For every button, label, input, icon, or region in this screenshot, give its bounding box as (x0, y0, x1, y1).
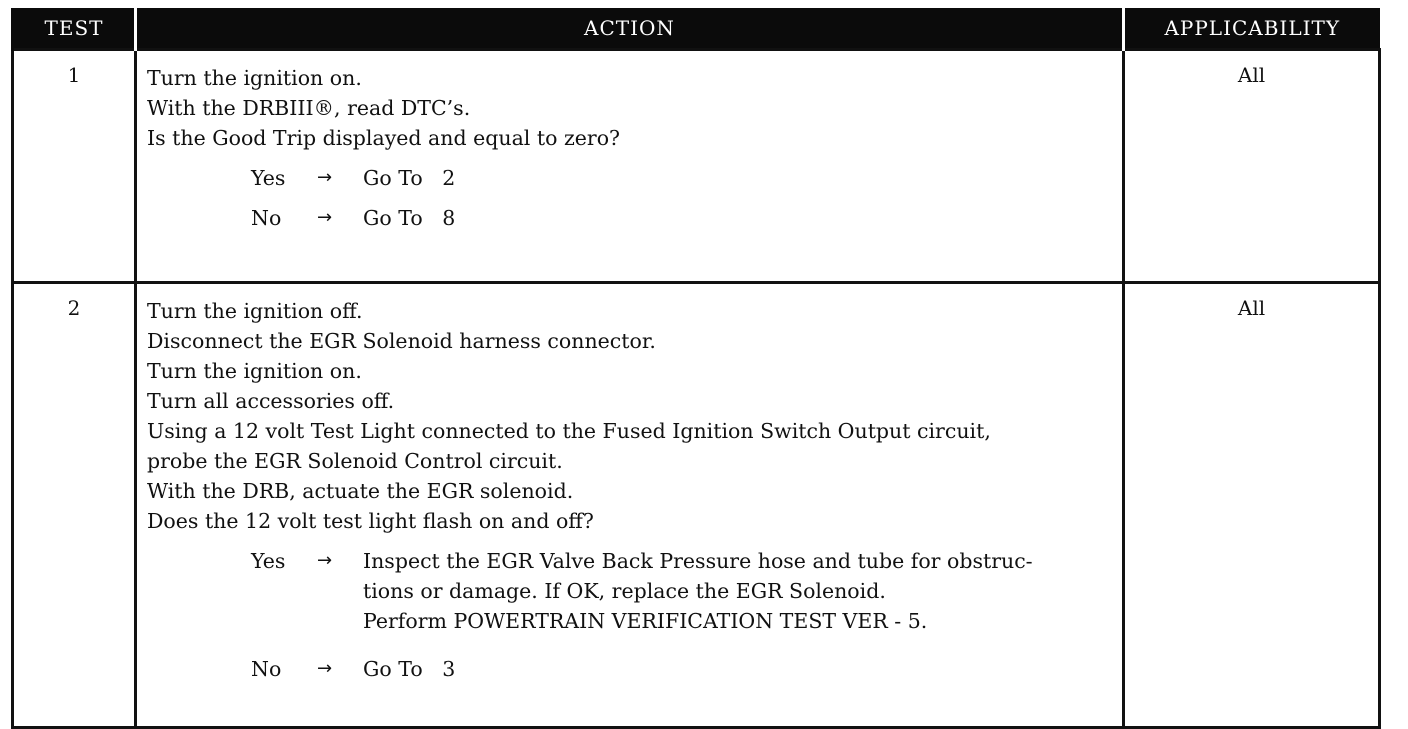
action-cell (136, 50, 1124, 283)
arrow-icon: → (317, 167, 333, 188)
branch-result: Go To 2 (363, 166, 456, 190)
applicability-value: All (1124, 50, 1380, 283)
applicability-value: All (1124, 283, 1380, 728)
arrow-icon: → (317, 658, 333, 679)
branch-result: Go To 8 (363, 206, 456, 230)
table-row (13, 50, 1380, 283)
arrow-icon: → (317, 207, 333, 228)
branch-yes (251, 163, 1116, 193)
action-line: Turn the ignition on. (147, 359, 362, 383)
branch-yes (251, 546, 1116, 636)
branch-list (147, 163, 1116, 233)
action-line: Turn the ignition on. (147, 66, 362, 90)
action-line: Disconnect the EGR Solenoid harness connector. (147, 329, 656, 353)
header-action: ACTION (136, 8, 1124, 50)
table-row (13, 283, 1380, 728)
branch-no (251, 654, 1116, 684)
branch-answer: No (251, 206, 282, 230)
branch-list (147, 546, 1116, 684)
action-cell (136, 283, 1124, 728)
branch-answer: No (251, 657, 282, 681)
branch-answer: Yes (251, 549, 286, 573)
header-applicability: APPLICABILITY (1124, 8, 1380, 50)
action-line: Turn the ignition off. (147, 299, 363, 323)
arrow-icon: → (317, 550, 333, 571)
action-line: With the DRBIII®, read DTC’s. (147, 96, 471, 120)
action-line: Using a 12 volt Test Light connected to the Fused Ignition Switch Output circuit, (147, 419, 991, 443)
header-row (13, 8, 1380, 50)
action-line: Turn all accessories off. (147, 389, 395, 413)
action-line: With the DRB, actuate the EGR solenoid. (147, 479, 574, 503)
test-procedure-table (11, 8, 1381, 729)
test-number: 1 (13, 50, 136, 283)
action-line: probe the EGR Solenoid Control circuit. (147, 449, 563, 473)
branch-answer: Yes (251, 166, 286, 190)
action-line: Does the 12 volt test light flash on and off? (147, 509, 594, 533)
branch-result: Go To 3 (363, 657, 456, 681)
branch-result: Inspect the EGR Valve Back Pressure hose and tube for obstruc- tions or damage. If OK, replace the EGR Solenoid. Perform POWERTRAIN VERIFICATION TEST VER - 5. (363, 549, 1033, 633)
action-line: Is the Good Trip displayed and equal to zero? (147, 126, 621, 150)
branch-no (251, 203, 1116, 233)
header-test: TEST (13, 8, 136, 50)
test-number: 2 (13, 283, 136, 728)
